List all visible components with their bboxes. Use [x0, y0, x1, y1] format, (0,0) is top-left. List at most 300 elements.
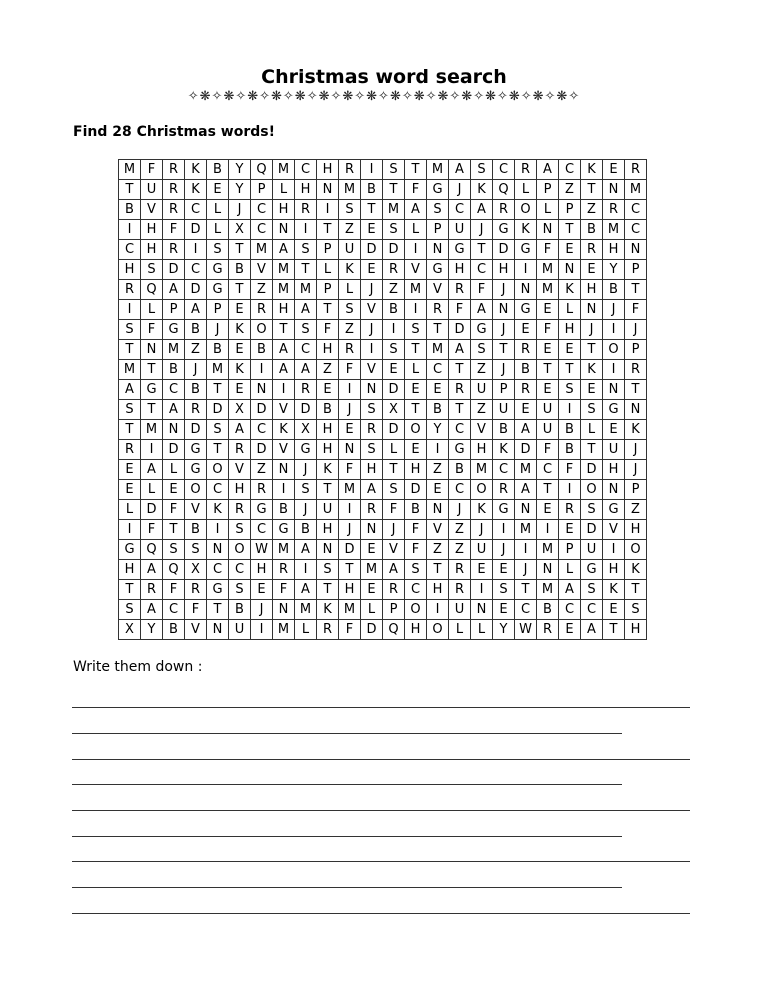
grid-cell[interactable]: H	[317, 160, 339, 180]
grid-cell[interactable]: P	[207, 300, 229, 320]
grid-cell[interactable]: I	[603, 360, 625, 380]
grid-cell[interactable]: K	[317, 600, 339, 620]
grid-cell[interactable]: R	[163, 200, 185, 220]
grid-cell[interactable]: N	[207, 620, 229, 640]
grid-cell[interactable]: L	[405, 360, 427, 380]
grid-cell[interactable]: V	[405, 260, 427, 280]
grid-cell[interactable]: Z	[251, 280, 273, 300]
grid-cell[interactable]: I	[141, 440, 163, 460]
grid-cell[interactable]: U	[603, 440, 625, 460]
grid-cell[interactable]: U	[581, 540, 603, 560]
grid-cell[interactable]: C	[251, 520, 273, 540]
grid-cell[interactable]: A	[361, 480, 383, 500]
grid-cell[interactable]: H	[119, 560, 141, 580]
grid-cell[interactable]: C	[119, 240, 141, 260]
grid-cell[interactable]: Z	[383, 280, 405, 300]
grid-cell[interactable]: R	[119, 280, 141, 300]
grid-cell[interactable]: E	[119, 480, 141, 500]
grid-cell[interactable]: L	[559, 560, 581, 580]
grid-cell[interactable]: M	[273, 260, 295, 280]
grid-cell[interactable]: N	[251, 380, 273, 400]
answer-line[interactable]	[72, 887, 622, 888]
grid-cell[interactable]: E	[603, 160, 625, 180]
grid-cell[interactable]: Z	[251, 460, 273, 480]
grid-cell[interactable]: U	[471, 540, 493, 560]
grid-cell[interactable]: M	[251, 240, 273, 260]
grid-cell[interactable]: Z	[339, 320, 361, 340]
grid-cell[interactable]: I	[559, 400, 581, 420]
grid-cell[interactable]: E	[603, 420, 625, 440]
grid-cell[interactable]: T	[119, 420, 141, 440]
grid-cell[interactable]: C	[207, 560, 229, 580]
grid-cell[interactable]: S	[581, 500, 603, 520]
grid-cell[interactable]: O	[603, 340, 625, 360]
grid-cell[interactable]: B	[559, 440, 581, 460]
grid-cell[interactable]: D	[295, 400, 317, 420]
grid-cell[interactable]: I	[295, 560, 317, 580]
grid-cell[interactable]: I	[339, 380, 361, 400]
grid-cell[interactable]: N	[141, 340, 163, 360]
grid-cell[interactable]: M	[471, 460, 493, 480]
grid-cell[interactable]: C	[229, 560, 251, 580]
grid-cell[interactable]: L	[119, 500, 141, 520]
grid-cell[interactable]: R	[559, 500, 581, 520]
grid-cell[interactable]: I	[185, 240, 207, 260]
grid-cell[interactable]: R	[361, 420, 383, 440]
grid-cell[interactable]: J	[493, 280, 515, 300]
grid-cell[interactable]: B	[515, 360, 537, 380]
grid-cell[interactable]: Q	[493, 180, 515, 200]
grid-cell[interactable]: T	[207, 600, 229, 620]
grid-cell[interactable]: K	[229, 320, 251, 340]
grid-cell[interactable]: I	[207, 520, 229, 540]
grid-cell[interactable]: E	[537, 340, 559, 360]
grid-cell[interactable]: L	[273, 180, 295, 200]
grid-cell[interactable]: C	[559, 600, 581, 620]
grid-cell[interactable]: V	[427, 280, 449, 300]
grid-cell[interactable]: P	[383, 600, 405, 620]
grid-cell[interactable]: H	[603, 460, 625, 480]
grid-cell[interactable]: G	[427, 260, 449, 280]
grid-cell[interactable]: E	[383, 360, 405, 380]
grid-cell[interactable]: E	[471, 560, 493, 580]
grid-cell[interactable]: T	[581, 340, 603, 360]
grid-cell[interactable]: D	[207, 400, 229, 420]
grid-cell[interactable]: P	[163, 300, 185, 320]
grid-cell[interactable]: M	[405, 280, 427, 300]
grid-cell[interactable]: L	[559, 300, 581, 320]
grid-cell[interactable]: O	[185, 480, 207, 500]
grid-cell[interactable]: N	[427, 500, 449, 520]
grid-cell[interactable]: E	[515, 400, 537, 420]
grid-cell[interactable]: I	[273, 380, 295, 400]
grid-cell[interactable]: K	[515, 220, 537, 240]
grid-cell[interactable]: M	[339, 180, 361, 200]
grid-cell[interactable]: E	[493, 560, 515, 580]
grid-cell[interactable]: I	[515, 540, 537, 560]
grid-cell[interactable]: Z	[427, 540, 449, 560]
grid-cell[interactable]: T	[625, 580, 647, 600]
grid-cell[interactable]: Z	[471, 360, 493, 380]
grid-cell[interactable]: R	[493, 200, 515, 220]
grid-cell[interactable]: A	[449, 340, 471, 360]
grid-cell[interactable]: N	[603, 480, 625, 500]
grid-cell[interactable]: S	[383, 340, 405, 360]
grid-cell[interactable]: A	[141, 600, 163, 620]
grid-cell[interactable]: O	[471, 480, 493, 500]
grid-cell[interactable]: R	[251, 480, 273, 500]
grid-cell[interactable]: E	[493, 600, 515, 620]
grid-cell[interactable]: G	[515, 300, 537, 320]
grid-cell[interactable]: Z	[625, 500, 647, 520]
grid-cell[interactable]: I	[273, 480, 295, 500]
grid-cell[interactable]: L	[207, 220, 229, 240]
grid-cell[interactable]: J	[361, 280, 383, 300]
grid-cell[interactable]: M	[119, 160, 141, 180]
grid-cell[interactable]: I	[515, 260, 537, 280]
grid-cell[interactable]: G	[449, 440, 471, 460]
grid-cell[interactable]: Q	[141, 540, 163, 560]
grid-cell[interactable]: J	[493, 540, 515, 560]
grid-cell[interactable]: J	[581, 320, 603, 340]
grid-cell[interactable]: C	[427, 360, 449, 380]
grid-cell[interactable]: D	[405, 480, 427, 500]
grid-cell[interactable]: A	[559, 580, 581, 600]
grid-cell[interactable]: B	[493, 420, 515, 440]
grid-cell[interactable]: M	[273, 160, 295, 180]
grid-cell[interactable]: F	[537, 440, 559, 460]
grid-cell[interactable]: J	[229, 200, 251, 220]
grid-cell[interactable]: H	[493, 260, 515, 280]
grid-cell[interactable]: J	[361, 320, 383, 340]
grid-cell[interactable]: E	[317, 380, 339, 400]
grid-cell[interactable]: S	[119, 400, 141, 420]
grid-cell[interactable]: T	[295, 260, 317, 280]
grid-cell[interactable]: E	[361, 580, 383, 600]
grid-cell[interactable]: S	[581, 400, 603, 420]
grid-cell[interactable]: N	[273, 220, 295, 240]
grid-cell[interactable]: E	[229, 380, 251, 400]
grid-cell[interactable]: N	[163, 420, 185, 440]
grid-cell[interactable]: G	[493, 500, 515, 520]
grid-cell[interactable]: H	[317, 420, 339, 440]
grid-cell[interactable]: S	[383, 220, 405, 240]
grid-cell[interactable]: B	[163, 360, 185, 380]
grid-cell[interactable]: C	[515, 600, 537, 620]
grid-cell[interactable]: U	[449, 220, 471, 240]
grid-cell[interactable]: M	[537, 580, 559, 600]
grid-cell[interactable]: R	[449, 380, 471, 400]
grid-cell[interactable]: C	[471, 260, 493, 280]
grid-cell[interactable]: J	[603, 300, 625, 320]
grid-cell[interactable]: K	[625, 420, 647, 440]
grid-cell[interactable]: U	[449, 600, 471, 620]
grid-cell[interactable]: I	[119, 220, 141, 240]
grid-cell[interactable]: L	[471, 620, 493, 640]
grid-cell[interactable]: X	[229, 400, 251, 420]
grid-cell[interactable]: R	[625, 160, 647, 180]
answer-line[interactable]	[72, 707, 690, 708]
grid-cell[interactable]: N	[493, 300, 515, 320]
grid-cell[interactable]: R	[427, 300, 449, 320]
grid-cell[interactable]: G	[603, 500, 625, 520]
grid-cell[interactable]: M	[207, 360, 229, 380]
grid-cell[interactable]: E	[251, 580, 273, 600]
grid-cell[interactable]: B	[185, 320, 207, 340]
grid-cell[interactable]: S	[295, 240, 317, 260]
grid-cell[interactable]: N	[625, 240, 647, 260]
grid-cell[interactable]: A	[581, 620, 603, 640]
grid-cell[interactable]: D	[383, 380, 405, 400]
grid-cell[interactable]: M	[273, 280, 295, 300]
answer-line[interactable]	[72, 759, 690, 760]
grid-cell[interactable]: S	[339, 200, 361, 220]
grid-cell[interactable]: T	[471, 240, 493, 260]
grid-cell[interactable]: Q	[163, 560, 185, 580]
grid-cell[interactable]: C	[405, 580, 427, 600]
grid-cell[interactable]: F	[405, 540, 427, 560]
grid-cell[interactable]: D	[383, 420, 405, 440]
grid-cell[interactable]: G	[273, 520, 295, 540]
grid-cell[interactable]: J	[339, 520, 361, 540]
grid-cell[interactable]: V	[251, 260, 273, 280]
grid-cell[interactable]: K	[471, 180, 493, 200]
grid-cell[interactable]: I	[405, 300, 427, 320]
grid-cell[interactable]: L	[361, 600, 383, 620]
grid-cell[interactable]: M	[515, 520, 537, 540]
grid-cell[interactable]: X	[119, 620, 141, 640]
grid-cell[interactable]: K	[229, 360, 251, 380]
grid-cell[interactable]: E	[339, 420, 361, 440]
grid-cell[interactable]: A	[471, 300, 493, 320]
grid-cell[interactable]: S	[383, 480, 405, 500]
grid-cell[interactable]: E	[163, 480, 185, 500]
grid-cell[interactable]: S	[229, 520, 251, 540]
grid-cell[interactable]: L	[339, 280, 361, 300]
grid-cell[interactable]: L	[581, 420, 603, 440]
answer-line[interactable]	[72, 861, 690, 862]
grid-cell[interactable]: T	[361, 200, 383, 220]
grid-cell[interactable]: T	[427, 320, 449, 340]
grid-cell[interactable]: J	[295, 460, 317, 480]
grid-cell[interactable]: N	[339, 440, 361, 460]
grid-cell[interactable]: B	[427, 400, 449, 420]
grid-cell[interactable]: I	[251, 620, 273, 640]
grid-cell[interactable]: R	[361, 500, 383, 520]
grid-cell[interactable]: S	[405, 560, 427, 580]
grid-cell[interactable]: N	[537, 560, 559, 580]
grid-cell[interactable]: E	[581, 380, 603, 400]
grid-cell[interactable]: R	[295, 200, 317, 220]
grid-cell[interactable]: S	[559, 380, 581, 400]
grid-cell[interactable]: A	[229, 420, 251, 440]
grid-cell[interactable]: J	[471, 220, 493, 240]
grid-cell[interactable]: U	[537, 400, 559, 420]
grid-cell[interactable]: S	[581, 580, 603, 600]
grid-cell[interactable]: T	[581, 440, 603, 460]
grid-cell[interactable]: R	[625, 360, 647, 380]
grid-cell[interactable]: A	[185, 300, 207, 320]
grid-cell[interactable]: S	[163, 540, 185, 560]
grid-cell[interactable]: Q	[251, 160, 273, 180]
grid-cell[interactable]: F	[163, 580, 185, 600]
grid-cell[interactable]: C	[163, 600, 185, 620]
grid-cell[interactable]: H	[471, 440, 493, 460]
grid-cell[interactable]: R	[383, 260, 405, 280]
grid-cell[interactable]: G	[207, 280, 229, 300]
grid-cell[interactable]: V	[361, 300, 383, 320]
grid-cell[interactable]: S	[229, 580, 251, 600]
grid-cell[interactable]: D	[383, 240, 405, 260]
grid-cell[interactable]: S	[295, 480, 317, 500]
grid-cell[interactable]: V	[603, 520, 625, 540]
grid-cell[interactable]: C	[625, 220, 647, 240]
grid-cell[interactable]: E	[427, 480, 449, 500]
grid-cell[interactable]: B	[207, 340, 229, 360]
grid-cell[interactable]: T	[383, 460, 405, 480]
grid-cell[interactable]: B	[185, 380, 207, 400]
grid-cell[interactable]: M	[603, 220, 625, 240]
grid-cell[interactable]: V	[471, 420, 493, 440]
grid-cell[interactable]: G	[295, 440, 317, 460]
grid-cell[interactable]: V	[273, 400, 295, 420]
grid-cell[interactable]: N	[581, 300, 603, 320]
grid-cell[interactable]: R	[141, 580, 163, 600]
grid-cell[interactable]: E	[229, 340, 251, 360]
grid-cell[interactable]: N	[603, 180, 625, 200]
grid-cell[interactable]: T	[229, 280, 251, 300]
grid-cell[interactable]: N	[361, 520, 383, 540]
grid-cell[interactable]: B	[559, 420, 581, 440]
grid-cell[interactable]: K	[603, 580, 625, 600]
grid-cell[interactable]: O	[207, 460, 229, 480]
grid-cell[interactable]: D	[339, 540, 361, 560]
grid-cell[interactable]: P	[317, 240, 339, 260]
grid-cell[interactable]: H	[317, 520, 339, 540]
grid-cell[interactable]: T	[537, 360, 559, 380]
grid-cell[interactable]: I	[361, 160, 383, 180]
grid-cell[interactable]: H	[119, 260, 141, 280]
grid-cell[interactable]: R	[185, 580, 207, 600]
grid-cell[interactable]: F	[141, 520, 163, 540]
grid-cell[interactable]: L	[317, 260, 339, 280]
grid-cell[interactable]: V	[383, 540, 405, 560]
grid-cell[interactable]: D	[361, 620, 383, 640]
grid-cell[interactable]: C	[295, 160, 317, 180]
grid-cell[interactable]: R	[449, 560, 471, 580]
grid-cell[interactable]: E	[361, 220, 383, 240]
grid-cell[interactable]: A	[141, 460, 163, 480]
grid-cell[interactable]: A	[515, 420, 537, 440]
grid-cell[interactable]: C	[163, 380, 185, 400]
grid-cell[interactable]: E	[559, 240, 581, 260]
grid-cell[interactable]: G	[427, 180, 449, 200]
grid-cell[interactable]: V	[427, 520, 449, 540]
grid-cell[interactable]: H	[405, 620, 427, 640]
grid-cell[interactable]: U	[537, 420, 559, 440]
grid-cell[interactable]: E	[405, 380, 427, 400]
grid-cell[interactable]: E	[405, 440, 427, 460]
grid-cell[interactable]: E	[119, 460, 141, 480]
grid-cell[interactable]: K	[273, 420, 295, 440]
grid-cell[interactable]: J	[251, 600, 273, 620]
grid-cell[interactable]: T	[427, 560, 449, 580]
grid-cell[interactable]: F	[537, 320, 559, 340]
grid-cell[interactable]: K	[471, 500, 493, 520]
grid-cell[interactable]: R	[449, 280, 471, 300]
grid-cell[interactable]: H	[625, 620, 647, 640]
grid-cell[interactable]: E	[537, 380, 559, 400]
grid-cell[interactable]: D	[515, 440, 537, 460]
grid-cell[interactable]: M	[273, 540, 295, 560]
grid-cell[interactable]: I	[339, 500, 361, 520]
grid-cell[interactable]: M	[141, 420, 163, 440]
grid-cell[interactable]: T	[339, 560, 361, 580]
grid-cell[interactable]: G	[581, 560, 603, 580]
grid-cell[interactable]: R	[515, 340, 537, 360]
grid-cell[interactable]: G	[207, 580, 229, 600]
grid-cell[interactable]: M	[273, 620, 295, 640]
grid-cell[interactable]: A	[119, 380, 141, 400]
grid-cell[interactable]: N	[427, 240, 449, 260]
grid-cell[interactable]: N	[317, 540, 339, 560]
grid-cell[interactable]: J	[449, 500, 471, 520]
grid-cell[interactable]: S	[339, 300, 361, 320]
grid-cell[interactable]: G	[119, 540, 141, 560]
grid-cell[interactable]: F	[339, 460, 361, 480]
grid-cell[interactable]: F	[471, 280, 493, 300]
grid-cell[interactable]: S	[207, 240, 229, 260]
grid-cell[interactable]: B	[537, 600, 559, 620]
grid-cell[interactable]: U	[317, 500, 339, 520]
grid-cell[interactable]: U	[229, 620, 251, 640]
grid-cell[interactable]: F	[273, 580, 295, 600]
grid-cell[interactable]: R	[537, 620, 559, 640]
grid-cell[interactable]: H	[339, 580, 361, 600]
grid-cell[interactable]: H	[273, 300, 295, 320]
grid-cell[interactable]: B	[603, 280, 625, 300]
grid-cell[interactable]: C	[449, 200, 471, 220]
grid-cell[interactable]: T	[405, 160, 427, 180]
grid-cell[interactable]: T	[581, 180, 603, 200]
grid-cell[interactable]: E	[603, 600, 625, 620]
grid-cell[interactable]: S	[119, 320, 141, 340]
grid-cell[interactable]: Z	[471, 400, 493, 420]
grid-cell[interactable]: P	[251, 180, 273, 200]
grid-cell[interactable]: L	[163, 460, 185, 480]
grid-cell[interactable]: X	[295, 420, 317, 440]
grid-cell[interactable]: I	[361, 340, 383, 360]
grid-cell[interactable]: T	[273, 320, 295, 340]
grid-cell[interactable]: Y	[603, 260, 625, 280]
grid-cell[interactable]: D	[361, 240, 383, 260]
grid-cell[interactable]: V	[229, 460, 251, 480]
grid-cell[interactable]: I	[119, 300, 141, 320]
grid-cell[interactable]: K	[185, 160, 207, 180]
grid-cell[interactable]: A	[449, 160, 471, 180]
grid-cell[interactable]: F	[405, 520, 427, 540]
grid-cell[interactable]: S	[295, 320, 317, 340]
grid-cell[interactable]: I	[603, 540, 625, 560]
grid-cell[interactable]: R	[581, 240, 603, 260]
answer-line[interactable]	[72, 784, 622, 785]
grid-cell[interactable]: C	[625, 200, 647, 220]
grid-cell[interactable]: B	[361, 180, 383, 200]
grid-cell[interactable]: L	[405, 220, 427, 240]
grid-cell[interactable]: C	[295, 340, 317, 360]
grid-cell[interactable]: E	[229, 300, 251, 320]
grid-cell[interactable]: H	[317, 440, 339, 460]
